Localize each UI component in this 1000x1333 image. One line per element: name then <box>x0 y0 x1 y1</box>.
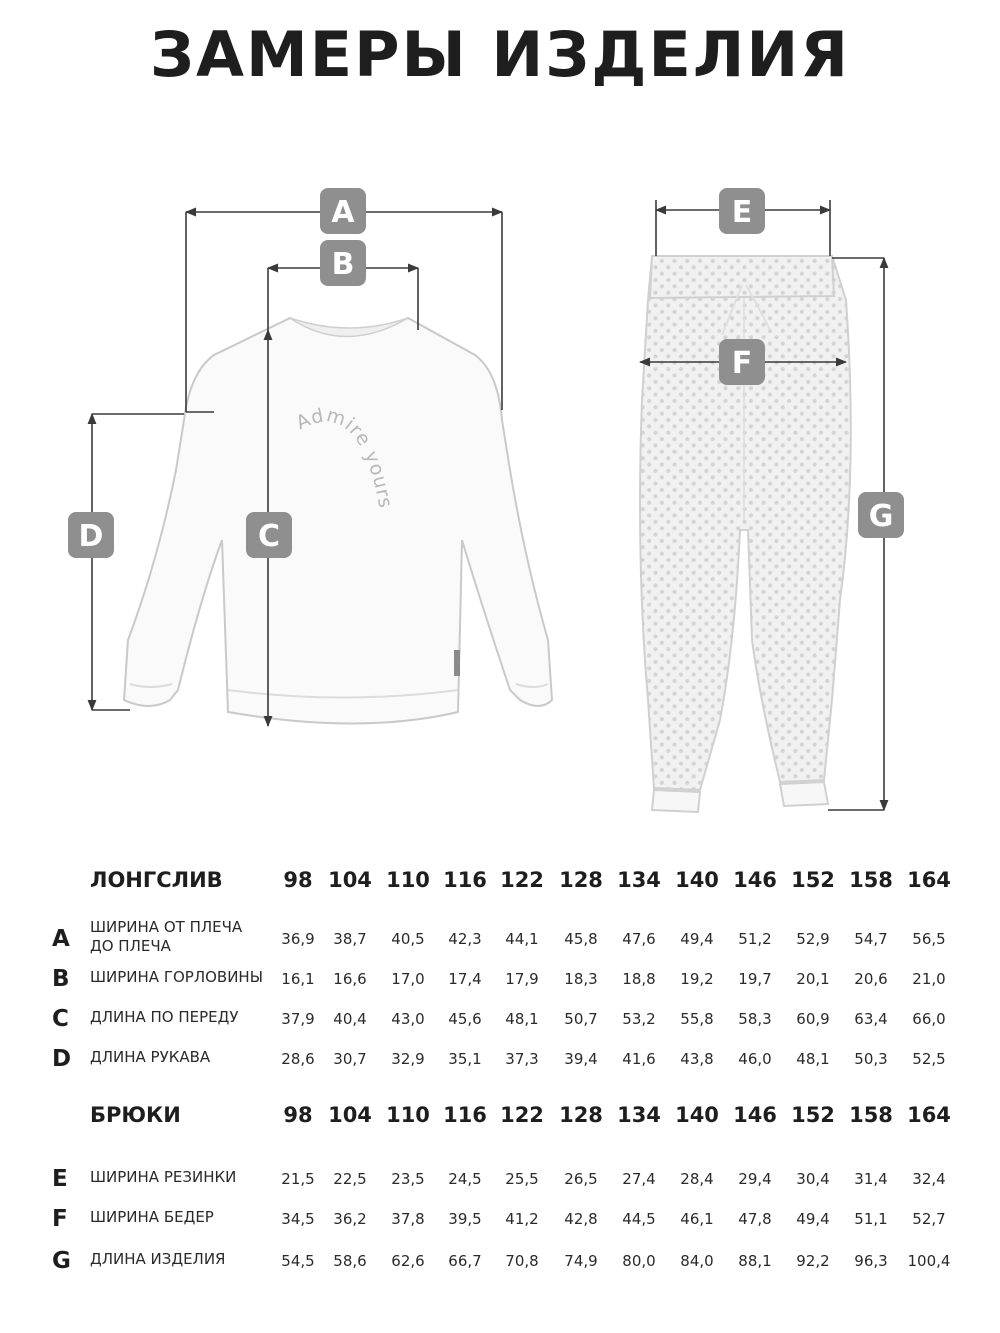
size-header: 98 <box>283 868 313 892</box>
row-letter: A <box>52 926 70 952</box>
table-cell: 42,8 <box>564 1210 598 1228</box>
table-cell: 58,6 <box>333 1252 367 1270</box>
size-header: 116 <box>443 1103 487 1127</box>
table-cell: 27,4 <box>622 1170 656 1188</box>
table-cell: 63,4 <box>854 1010 888 1028</box>
row-letter: G <box>52 1248 71 1274</box>
table-cell: 30,7 <box>333 1050 367 1068</box>
table-cell: 19,7 <box>738 970 772 988</box>
table-cell: 54,5 <box>281 1252 315 1270</box>
row-label: ДЛИНА ИЗДЕЛИЯ <box>90 1250 226 1268</box>
table-cell: 53,2 <box>622 1010 656 1028</box>
table-cell: 41,2 <box>505 1210 539 1228</box>
table-cell: 17,0 <box>391 970 425 988</box>
longsleeve-drawing <box>0 170 552 724</box>
table-cell: 49,4 <box>796 1210 830 1228</box>
row-letter: B <box>52 966 70 992</box>
marker-e <box>719 188 765 234</box>
table-cell: 44,5 <box>622 1210 656 1228</box>
table-cell: 20,1 <box>796 970 830 988</box>
table-cell: 80,0 <box>622 1252 656 1270</box>
size-header: 152 <box>791 1103 835 1127</box>
table-cell: 39,5 <box>448 1210 482 1228</box>
table-cell: 40,5 <box>391 930 425 948</box>
svg-text:C: C <box>257 519 281 554</box>
measurement-illustration <box>0 170 1000 830</box>
page-title: ЗАМЕРЫ ИЗДЕЛИЯ <box>150 18 850 91</box>
table-cell: 20,6 <box>854 970 888 988</box>
table-cell: 41,6 <box>622 1050 656 1068</box>
svg-text:G: G <box>868 499 894 534</box>
table-cell: 18,3 <box>564 970 598 988</box>
table-cell: 30,4 <box>796 1170 830 1188</box>
table-cell: 17,4 <box>448 970 482 988</box>
table-cell: 28,6 <box>281 1050 315 1068</box>
svg-text:F: F <box>731 346 753 381</box>
table-cell: 74,9 <box>564 1252 598 1270</box>
table-cell: 25,5 <box>505 1170 539 1188</box>
table-cell: 52,7 <box>912 1210 946 1228</box>
size-header: 122 <box>500 868 544 892</box>
marker-c <box>246 512 292 558</box>
table-cell: 21,5 <box>281 1170 315 1188</box>
table-cell: 31,4 <box>854 1170 888 1188</box>
table-cell: 16,1 <box>281 970 315 988</box>
size-header: 146 <box>733 1103 777 1127</box>
table-cell: 37,3 <box>505 1050 539 1068</box>
size-header: 110 <box>386 868 430 892</box>
table-cell: 38,7 <box>333 930 367 948</box>
pants-table-title: БРЮКИ <box>90 1103 181 1127</box>
table-cell: 26,5 <box>564 1170 598 1188</box>
table-cell: 35,1 <box>448 1050 482 1068</box>
size-header: 134 <box>617 868 661 892</box>
table-cell: 23,5 <box>391 1170 425 1188</box>
size-header: 104 <box>328 1103 372 1127</box>
table-cell: 56,5 <box>912 930 946 948</box>
table-cell: 37,9 <box>281 1010 315 1028</box>
table-cell: 51,1 <box>854 1210 888 1228</box>
table-cell: 36,2 <box>333 1210 367 1228</box>
table-cell: 48,1 <box>505 1010 539 1028</box>
table-cell: 21,0 <box>912 970 946 988</box>
table-cell: 46,0 <box>738 1050 772 1068</box>
table-cell: 17,9 <box>505 970 539 988</box>
row-label: ДЛИНА ПО ПЕРЕДУ <box>90 1008 239 1026</box>
table-cell: 54,7 <box>854 930 888 948</box>
table-cell: 42,3 <box>448 930 482 948</box>
table-cell: 48,1 <box>796 1050 830 1068</box>
marker-d <box>68 512 114 558</box>
table-cell: 50,7 <box>564 1010 598 1028</box>
table-cell: 88,1 <box>738 1252 772 1270</box>
row-letter: D <box>52 1046 72 1072</box>
table-cell: 28,4 <box>680 1170 714 1188</box>
table-cell: 50,3 <box>854 1050 888 1068</box>
marker-a <box>320 188 366 234</box>
size-header: 104 <box>328 868 372 892</box>
longsleeve-header-row <box>0 862 1000 902</box>
table-cell: 29,4 <box>738 1170 772 1188</box>
size-header: 128 <box>559 868 603 892</box>
table-cell: 58,3 <box>738 1010 772 1028</box>
size-header: 164 <box>907 1103 951 1127</box>
table-row <box>0 1198 1000 1238</box>
table-cell: 39,4 <box>564 1050 598 1068</box>
table-cell: 43,8 <box>680 1050 714 1068</box>
row-letter: C <box>52 1006 69 1032</box>
table-cell: 22,5 <box>333 1170 367 1188</box>
table-row <box>0 958 1000 998</box>
table-cell: 19,2 <box>680 970 714 988</box>
table-cell: 47,6 <box>622 930 656 948</box>
row-letter: E <box>52 1166 68 1192</box>
size-header: 152 <box>791 868 835 892</box>
table-cell: 16,6 <box>333 970 367 988</box>
row-label: ШИРИНА ГОРЛОВИНЫ <box>90 968 263 986</box>
marker-f <box>719 339 765 385</box>
row-label: ШИРИНА БЕДЕР <box>90 1208 214 1226</box>
row-label: ШИРИНА РЕЗИНКИ <box>90 1168 237 1186</box>
size-header: 140 <box>675 868 719 892</box>
longsleeve-table-title: ЛОНГСЛИВ <box>90 868 223 892</box>
row-label: ДЛИНА РУКАВА <box>90 1048 211 1066</box>
table-cell: 62,6 <box>391 1252 425 1270</box>
size-header: 146 <box>733 868 777 892</box>
table-cell: 32,4 <box>912 1170 946 1188</box>
table-row <box>0 998 1000 1038</box>
table-cell: 52,9 <box>796 930 830 948</box>
table-cell: 34,5 <box>281 1210 315 1228</box>
size-header: 158 <box>849 868 893 892</box>
size-header: 158 <box>849 1103 893 1127</box>
table-cell: 24,5 <box>448 1170 482 1188</box>
svg-text:B: B <box>331 247 355 282</box>
size-header: 128 <box>559 1103 603 1127</box>
size-header: 98 <box>283 1103 313 1127</box>
pants-header-row <box>0 1097 1000 1137</box>
table-cell: 100,4 <box>907 1252 951 1270</box>
size-header: 110 <box>386 1103 430 1127</box>
table-cell: 66,0 <box>912 1010 946 1028</box>
table-cell: 84,0 <box>680 1252 714 1270</box>
size-header: 164 <box>907 868 951 892</box>
row-letter: F <box>52 1206 68 1232</box>
table-cell: 40,4 <box>333 1010 367 1028</box>
marker-g <box>858 492 904 538</box>
row-label-line2: ДО ПЛЕЧА <box>90 937 171 955</box>
size-header: 116 <box>443 868 487 892</box>
table-cell: 96,3 <box>854 1252 888 1270</box>
svg-text:A: A <box>331 195 355 230</box>
size-header: 134 <box>617 1103 661 1127</box>
table-cell: 37,8 <box>391 1210 425 1228</box>
svg-text:E: E <box>731 195 753 230</box>
print-text: Admire yours <box>292 404 397 511</box>
table-cell: 44,1 <box>505 930 539 948</box>
table-row <box>0 1240 1000 1280</box>
table-cell: 92,2 <box>796 1252 830 1270</box>
table-cell: 47,8 <box>738 1210 772 1228</box>
table-cell: 70,8 <box>505 1252 539 1270</box>
table-cell: 51,2 <box>738 930 772 948</box>
table-cell: 45,6 <box>448 1010 482 1028</box>
table-cell: 32,9 <box>391 1050 425 1068</box>
svg-text:D: D <box>78 519 104 554</box>
table-cell: 49,4 <box>680 930 714 948</box>
size-header: 122 <box>500 1103 544 1127</box>
table-cell: 66,7 <box>448 1252 482 1270</box>
table-cell: 45,8 <box>564 930 598 948</box>
table-cell: 18,8 <box>622 970 656 988</box>
size-header: 140 <box>675 1103 719 1127</box>
table-cell: 52,5 <box>912 1050 946 1068</box>
table-row <box>0 1158 1000 1198</box>
table-cell: 36,9 <box>281 930 315 948</box>
marker-b <box>320 240 366 286</box>
row-label: ШИРИНА ОТ ПЛЕЧА <box>90 918 243 936</box>
table-cell: 46,1 <box>680 1210 714 1228</box>
table-cell: 43,0 <box>391 1010 425 1028</box>
table-row <box>0 1038 1000 1078</box>
table-row <box>0 918 1000 958</box>
table-cell: 60,9 <box>796 1010 830 1028</box>
table-cell: 55,8 <box>680 1010 714 1028</box>
